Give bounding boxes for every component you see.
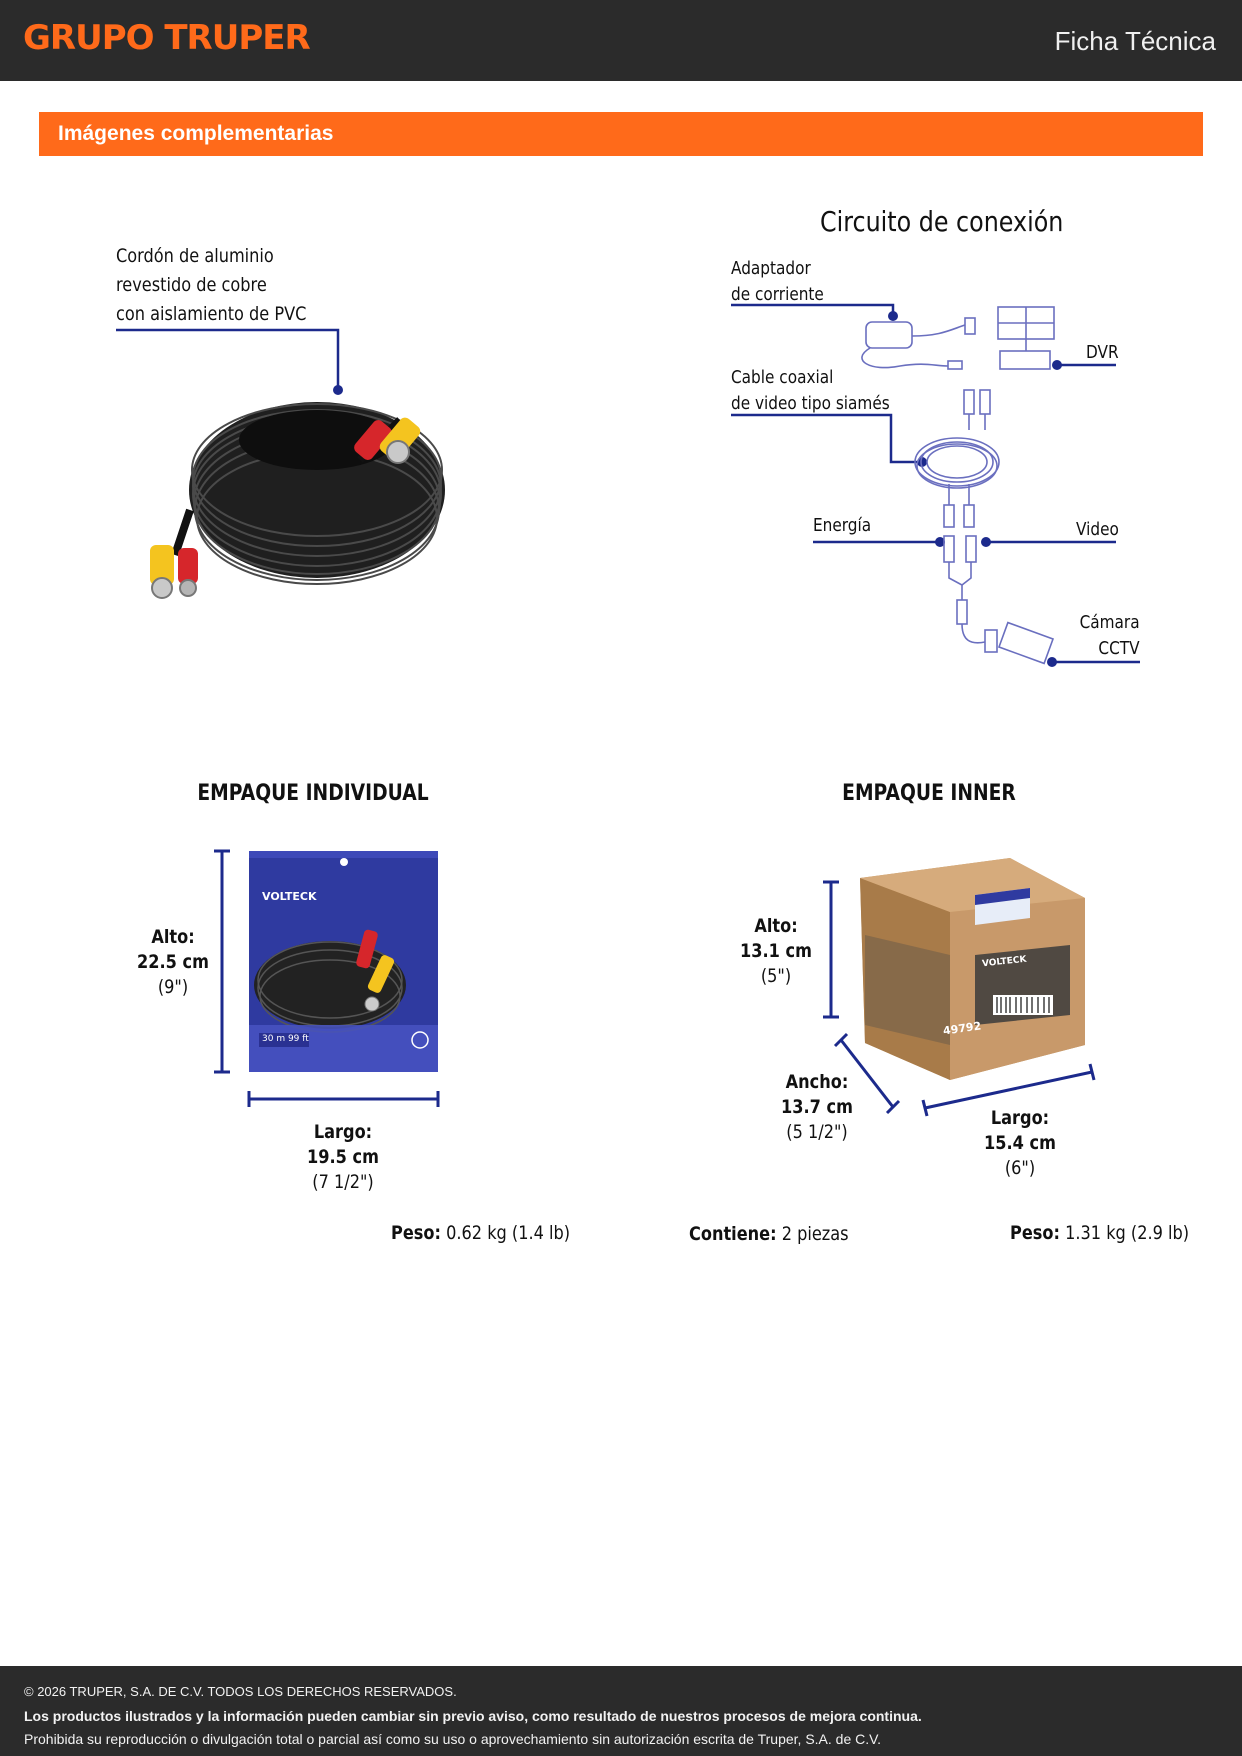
- individual-length-cm: 19.5 cm: [307, 1146, 379, 1168]
- inner-height-label: Alto:: [754, 915, 798, 937]
- inner-height: [725, 914, 827, 989]
- adapter-label-line2: de corriente: [731, 284, 824, 305]
- inner-contents-label: Contiene:: [689, 1223, 777, 1245]
- individual-weight-value: 0.62 kg (1.4 lb): [440, 1222, 571, 1244]
- bag-brand: VOLTECK: [262, 890, 317, 903]
- page-footer: [0, 1666, 1242, 1756]
- cable-callout-dot: [333, 385, 343, 395]
- inner-width: [766, 1070, 868, 1145]
- individual-weight: [391, 1222, 570, 1244]
- bag-length: 30 m 99 ft: [262, 1034, 309, 1044]
- footer-copyright: © 2026 TRUPER, S.A. DE C.V. TODOS LOS DERECHOS RESERVADOS.: [24, 1684, 457, 1699]
- inner-height-in: (5"): [760, 965, 792, 987]
- video-label: Video: [1076, 519, 1119, 540]
- circuit-title: Circuito de conexión: [820, 205, 1064, 238]
- coax-label-line1: Cable coaxial: [731, 367, 834, 388]
- inner-weight: [1010, 1222, 1189, 1244]
- footer-prohibition: Prohibida su reproducción o divulgación total o parcial así como su uso o aprovechamiento sin autorización escrita de Truper, S.A. de C.V.: [24, 1731, 882, 1747]
- box-code: 49792: [942, 1019, 982, 1038]
- cable-callout-line2: revestido de cobre: [116, 274, 267, 296]
- inner-width-label: Ancho:: [785, 1071, 849, 1093]
- inner-weight-label: Peso:: [1010, 1222, 1060, 1244]
- individual-package-title: EMPAQUE INDIVIDUAL: [197, 781, 429, 806]
- individual-weight-label: Peso:: [391, 1222, 441, 1244]
- inner-package-title: EMPAQUE INNER: [842, 781, 1016, 806]
- camera-label-line2: CCTV: [1098, 638, 1140, 659]
- brand-logo: GRUPO TRUPER: [23, 18, 310, 58]
- coiled-cable-image: [150, 402, 445, 598]
- box-brand: VOLTECK: [981, 954, 1027, 970]
- inner-contents-value: 2 piezas: [776, 1223, 849, 1245]
- power-label: Energía: [813, 515, 872, 536]
- inner-length-cm: 15.4 cm: [984, 1132, 1056, 1154]
- individual-height: [122, 925, 224, 1000]
- cable-callout-line1: Cordón de aluminio: [116, 245, 274, 267]
- cable-callout-line: [116, 330, 338, 390]
- coax-label-line2: de video tipo siamés: [731, 393, 890, 414]
- document-type: Ficha Técnica: [1054, 26, 1216, 56]
- individual-length-in: (7 1/2"): [312, 1171, 374, 1193]
- footer-notice: Los productos ilustrados y la información pueden cambiar sin previo aviso, como resultado de nuestros procesos de mejora continua.: [24, 1708, 922, 1724]
- inner-weight-value: 1.31 kg (2.9 lb): [1059, 1222, 1190, 1244]
- inner-length-label: Largo:: [990, 1107, 1050, 1129]
- cable-description: [116, 242, 306, 329]
- coax-label: [731, 365, 890, 417]
- individual-height-in: (9"): [157, 976, 189, 998]
- inner-contents: [689, 1223, 849, 1245]
- dvr-label: DVR: [1086, 342, 1119, 363]
- inner-box-image: [860, 858, 1085, 1080]
- individual-height-cm: 22.5 cm: [137, 951, 209, 973]
- inner-width-cm: 13.7 cm: [781, 1096, 853, 1118]
- camera-label-line1: Cámara: [1079, 612, 1140, 633]
- individual-length-label: Largo:: [313, 1121, 373, 1143]
- cable-callout-line3: con aislamiento de PVC: [116, 303, 307, 325]
- inner-length-in: (6"): [1004, 1157, 1036, 1179]
- individual-length: [292, 1120, 394, 1195]
- camera-label: [1080, 610, 1140, 662]
- individual-height-label: Alto:: [151, 926, 195, 948]
- adapter-label-line1: Adaptador: [731, 258, 811, 279]
- section-title: Imágenes complementarias: [58, 122, 334, 145]
- circuit-line-art: [862, 307, 1054, 663]
- inner-width-in: (5 1/2"): [786, 1121, 848, 1143]
- adapter-label: [731, 256, 824, 308]
- inner-length: [969, 1106, 1071, 1181]
- inner-height-cm: 13.1 cm: [740, 940, 812, 962]
